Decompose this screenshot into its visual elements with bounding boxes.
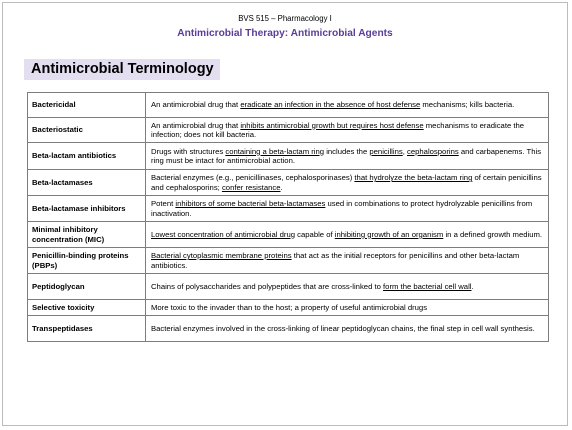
definition-cell	[146, 143, 549, 170]
definition-cell	[146, 300, 549, 316]
definition-text: Chains of polysaccharides and polypeptides that are cross-linked to	[151, 281, 384, 291]
definition-cell	[146, 316, 549, 342]
definition-text: Bacterial enzymes involved in the cross-linking of linear peptidoglycan chains, the final step in cell wall synthesis.	[151, 323, 535, 333]
definition-text: An antimicrobial drug that	[151, 120, 241, 130]
table-row	[28, 300, 549, 316]
underlined-text: that hydrolyze the beta-lactam ring	[354, 173, 473, 183]
definition-cell	[146, 93, 549, 118]
term-cell: Beta-lactamase inhibitors	[28, 196, 146, 222]
definition-cell	[146, 248, 549, 274]
definition-text: ,	[402, 146, 407, 156]
definition-text: that act as the initial receptors for penicillins and other beta-lactam antibiotics.	[151, 251, 520, 270]
underlined-text: Lowest concentration of antimicrobial drug	[151, 229, 296, 239]
definition-text: used in combinations to protect hydrolyzable penicillins from inactivation.	[151, 199, 533, 218]
definition-cell	[146, 170, 549, 196]
term-cell: Peptidoglycan	[28, 274, 146, 300]
term-cell: Minimal inhibitory concentration (MIC)	[28, 222, 146, 248]
definition-text: .	[280, 182, 283, 192]
table-row	[28, 222, 549, 248]
table-row	[28, 274, 549, 300]
definition-text: More toxic to the invader than to the host; a property of useful antimicrobial drugs	[151, 302, 428, 312]
underlined-text: Bacterial cytoplasmic membrane proteins	[151, 251, 292, 261]
table-row	[28, 143, 549, 170]
definition-text: and carbapenems. This ring must be intact for antimicrobial action.	[151, 146, 542, 165]
definition-text: .	[471, 281, 474, 291]
underlined-text: confer resistance	[221, 182, 281, 192]
table-row	[28, 316, 549, 342]
definition-text: includes the	[324, 146, 370, 156]
underlined-text: inhibits antimicrobial growth but requires host defense	[240, 120, 424, 130]
term-cell: Transpeptidases	[28, 316, 146, 342]
underlined-text: form the bacterial cell wall	[383, 281, 472, 291]
underlined-text: eradicate an infection in the absence of host defense	[240, 100, 421, 110]
term-cell: Bacteriostatic	[28, 118, 146, 143]
table-row	[28, 196, 549, 222]
slide	[2, 2, 568, 426]
definition-text: An antimicrobial drug that	[151, 100, 241, 110]
underlined-text: cephalosporins	[407, 146, 459, 156]
section-title: Antimicrobial Terminology	[24, 59, 220, 80]
definition-text: in a defined growth medium.	[443, 229, 543, 239]
underlined-text: inhibitors of some bacterial beta-lactamases	[175, 199, 326, 209]
definition-text: capable of	[295, 229, 335, 239]
table-row	[28, 170, 549, 196]
term-cell: Beta-lactam antibiotics	[28, 143, 146, 170]
definition-cell	[146, 222, 549, 248]
table-row	[28, 248, 549, 274]
terminology-table	[27, 92, 549, 342]
underlined-text: inhibiting growth of an organism	[334, 229, 444, 239]
table-row	[28, 118, 549, 143]
table-row	[28, 93, 549, 118]
lecture-subtitle: Antimicrobial Therapy: Antimicrobial Agents	[177, 28, 393, 39]
term-cell: Bactericidal	[28, 93, 146, 118]
definition-cell	[146, 274, 549, 300]
definition-text: of certain penicillins and cephalosporins;	[151, 173, 542, 192]
underlined-text: containing a beta-lactam ring	[225, 146, 325, 156]
definition-text: Potent	[151, 199, 176, 209]
definition-text: mechanisms to eradicate the infection; does not kill bacteria.	[151, 120, 525, 139]
term-cell: Selective toxicity	[28, 300, 146, 316]
term-cell: Beta-lactamases	[28, 170, 146, 196]
definition-cell	[146, 196, 549, 222]
definition-text: Bacterial enzymes (e.g., penicillinases, cephalosporinases)	[151, 173, 355, 183]
underlined-text: penicillins	[369, 146, 403, 156]
definition-cell	[146, 118, 549, 143]
definition-text: Drugs with structures	[151, 146, 226, 156]
term-cell: Penicillin-binding proteins (PBPs)	[28, 248, 146, 274]
definition-text: mechanisms; kills bacteria.	[420, 100, 515, 110]
course-header: BVS 515 – Pharmacology I	[238, 14, 332, 23]
